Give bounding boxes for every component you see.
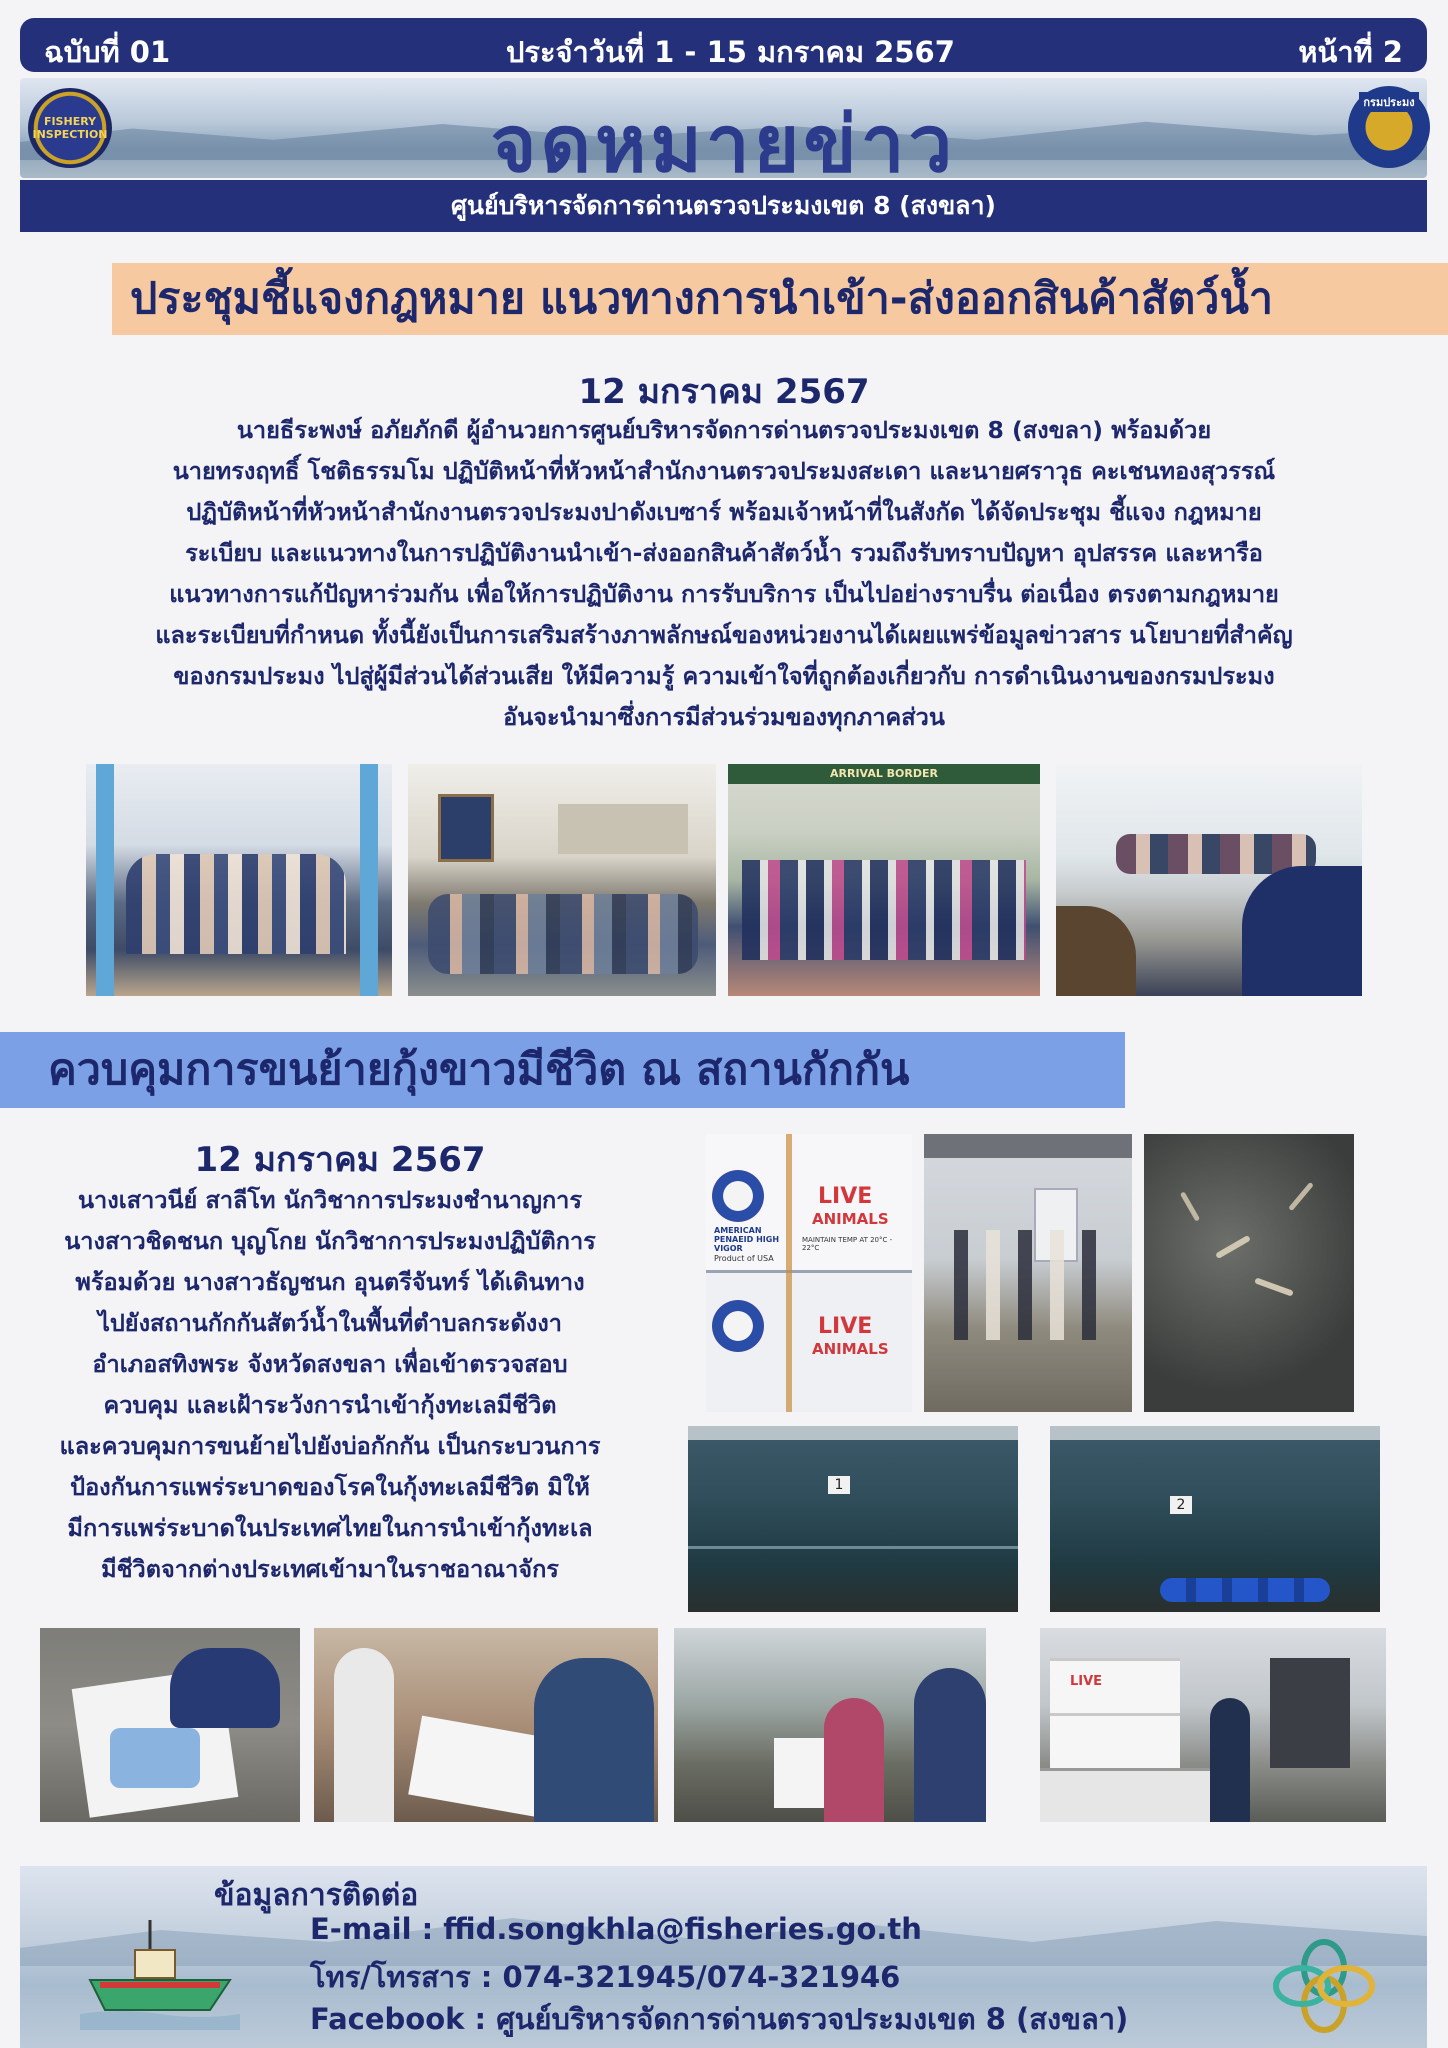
logo-left-label: FISHERY INSPECTION xyxy=(32,115,108,141)
live-animals-boxes-photo xyxy=(706,1134,912,1412)
section1-title: ประชุมชี้แจงกฎหมาย แนวทางการนำเข้า-ส่งออกสินค้าสัตว์น้ำ xyxy=(112,263,1448,335)
unloading-boxes-photo xyxy=(674,1628,986,1822)
truck-with-boxes-photo xyxy=(1040,1628,1386,1822)
truck-box-live-label: LIVE xyxy=(1070,1674,1103,1689)
box-live-label-bottom: LIVE xyxy=(818,1314,873,1339)
section2-line: ไปยังสถานกักกันสัตว์น้ำในพื้นที่ตำบลกระดังงา xyxy=(98,1309,562,1337)
staff-at-facility-photo xyxy=(924,1134,1132,1412)
contact-phone: โทร/โทรสาร : 074-321945/074-321946 xyxy=(310,1960,901,1994)
section2-line: และควบคุมการขนย้ายไปยังบ่อกักกัน เป็นกระบวนการ xyxy=(59,1432,601,1460)
section2-line: มีชีวิตจากต่างประเทศเข้ามาในราชอาณาจักร xyxy=(101,1555,559,1583)
masthead-banner xyxy=(20,78,1427,178)
contact-facebook: Facebook : ศูนย์บริหารจัดการด่านตรวจประมงเขต 8 (สงขลา) xyxy=(310,2002,1129,2036)
section2-line: นางเสาวนีย์ สาลีโท นักวิชาการประมงชำนาญการ xyxy=(77,1186,583,1214)
group-photo-building xyxy=(86,764,392,996)
contact-footer xyxy=(20,1866,1427,2048)
quarantine-tank-1-photo xyxy=(688,1426,1018,1612)
section2-date: 12 มกราคม 2567 xyxy=(194,1140,486,1180)
logo-right-label: กรมประมง xyxy=(1359,92,1418,112)
conference-table-photo xyxy=(1056,764,1362,996)
section2-line: อำเภอสทิงพระ จังหวัดสงขลา เพื่อเข้าตรวจสอบ xyxy=(92,1350,568,1378)
section2-line: พร้อมด้วย นางสาวธัญชนก อุนตรีจันทร์ ได้เดินทาง xyxy=(75,1268,585,1296)
carrying-boxes-photo xyxy=(314,1628,658,1822)
section1-line: แนวทางการแก้ปัญหาร่วมกัน เพื่อให้การปฏิบัติงาน การรับบริการ เป็นไปอย่างราบรื่น ต่อเนื่อง ตรงตามกฎหมาย xyxy=(169,580,1279,608)
section1-line: อันจะนำมาซึ่งการมีส่วนร่วมของทุกภาคส่วน xyxy=(503,703,945,731)
issue-date-range: ประจำวันที่ 1 - 15 มกราคม 2567 xyxy=(506,35,955,69)
tank-2-label: 2 xyxy=(1170,1496,1192,1514)
fishing-boat-icon xyxy=(80,1910,240,2030)
box-animals-label-bottom: ANIMALS xyxy=(812,1340,889,1358)
page-number: หน้าที่ 2 xyxy=(1298,35,1403,69)
meeting-room-photo xyxy=(408,764,716,996)
section2-line: ป้องกันการแพร่ระบาดของโรคในกุ้งทะเลมีชีวิต มิให้ xyxy=(70,1473,590,1501)
arrival-border-sign: ARRIVAL BORDER xyxy=(728,764,1040,784)
opening-shipping-box-photo xyxy=(40,1628,300,1822)
masthead-title: จดหมายข่าว xyxy=(490,100,957,178)
section1-line: นายทรงฤทธิ์ โชติธรรมโม ปฏิบัติหน้าที่หัวหน้าสำนักงานตรวจประมงสะเดา และนายศราวุธ คะเชนทองสุวรรณ์ xyxy=(172,457,1276,485)
section1-line: นายธีระพงษ์ อภัยภักดี ผู้อำนวยการศูนย์บริหารจัดการด่านตรวจประมงเขต 8 (สงขลา) พร้อมด้วย xyxy=(236,416,1212,444)
section2-title: ควบคุมการขนย้ายกุ้งขาวมีชีวิต ณ สถานกักกัน xyxy=(0,1032,1125,1108)
section1-line: ระเบียบ และแนวทางในการปฏิบัติงานนำเข้า-ส่งออกสินค้าสัตว์น้ำ รวมถึงรับทราบปัญหา อุปสรรค และหารือ xyxy=(185,539,1263,567)
issue-header-bar xyxy=(20,18,1427,72)
box-origin: Product of USA xyxy=(714,1254,774,1263)
org-name-bar: ศูนย์บริหารจัดการด่านตรวจประมงเขต 8 (สงขลา) xyxy=(20,180,1427,232)
tank-1-label: 1 xyxy=(828,1476,850,1494)
section1-line: ปฏิบัติหน้าที่หัวหน้าสำนักงานตรวจประมงปาดังเบซาร์ พร้อมเจ้าหน้าที่ในสังกัด ได้จัดประชุม ชี้แจง กฎหมาย xyxy=(186,498,1262,526)
dof-knot-logo-icon xyxy=(1272,1938,1376,2034)
quarantine-tank-2-photo xyxy=(1050,1426,1380,1612)
issue-number: ฉบับที่ 01 xyxy=(44,35,171,69)
department-of-fisheries-logo xyxy=(1348,86,1430,168)
section2-line: นางสาวชิดชนก บุญโกย นักวิชาการประมงปฏิบัติการ xyxy=(64,1227,596,1255)
box-live-label-top: LIVE xyxy=(818,1184,873,1209)
box-temp-label: MAINTAIN TEMP AT 20°C - 22°C xyxy=(802,1236,893,1252)
section1-date: 12 มกราคม 2567 xyxy=(578,372,870,412)
section2-line: ควบคุม และเฝ้าระวังการนำเข้ากุ้งทะเลมีชีวิต xyxy=(103,1391,557,1419)
section1-line: และระเบียบที่กำหนด ทั้งนี้ยังเป็นการเสริมสร้างภาพลักษณ์ของหน่วยงานได้เผยแพร่ข้อมูลข่าวสาร นโยบายที่สำคัญ xyxy=(155,621,1293,649)
fishery-inspection-logo xyxy=(28,88,112,168)
arrival-border-group-photo xyxy=(728,764,1040,996)
contact-email: E-mail : ffid.songkhla@fisheries.go.th xyxy=(310,1912,922,1946)
section1-line: ของกรมประมง ไปสู่ผู้มีส่วนได้ส่วนเสีย ให้มีความรู้ ความเข้าใจที่ถูกต้องเกี่ยวกับ การดำเนินงานของกรมประมง xyxy=(173,662,1275,690)
section2-line: มีการแพร่ระบาดในประเทศไทยในการนำเข้ากุ้งทะเล xyxy=(67,1514,593,1542)
contact-heading: ข้อมูลการติดต่อ xyxy=(214,1878,419,1913)
box-brand: AMERICAN PENAEID HIGH VIGOR xyxy=(714,1226,780,1253)
shrimp-in-water-photo xyxy=(1144,1134,1354,1412)
box-animals-label-top: ANIMALS xyxy=(812,1210,889,1228)
